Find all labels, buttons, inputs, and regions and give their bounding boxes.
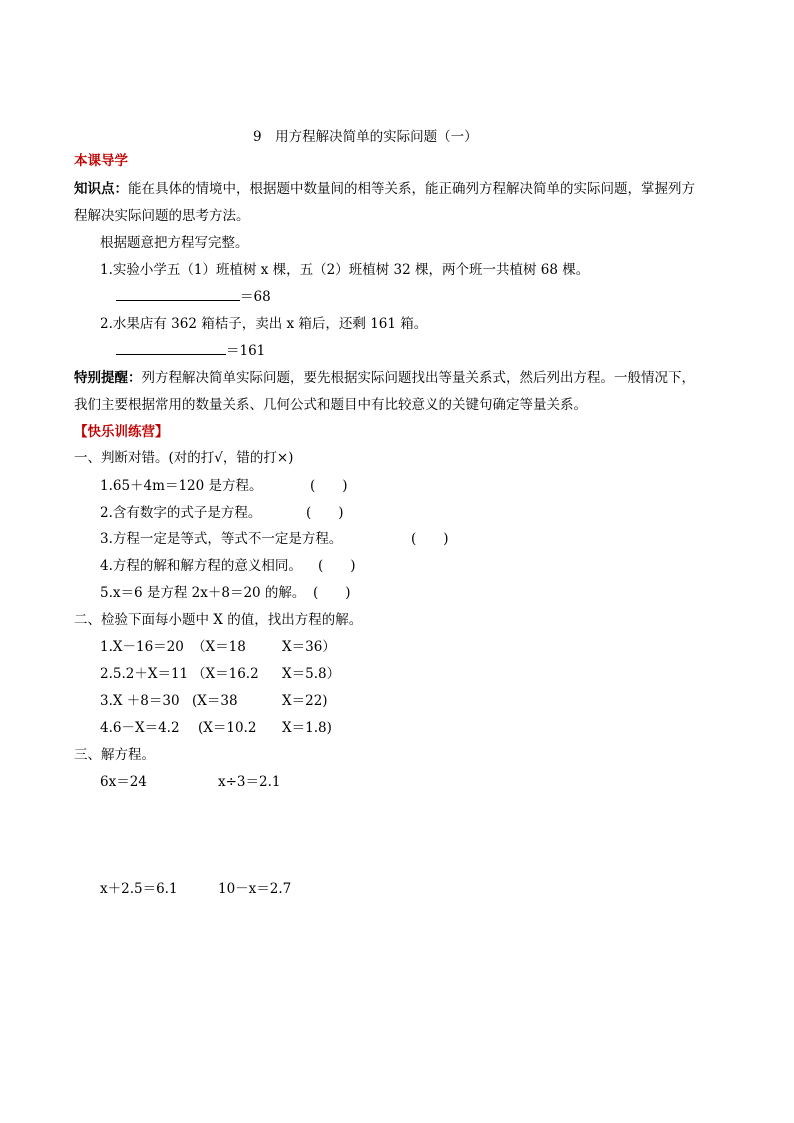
solve-eq-3: x＋2.5＝6.1 (100, 881, 178, 897)
check-opt-1b: X＝36） (282, 639, 336, 655)
guide-answer-2 (116, 342, 265, 360)
tip-text-2: 我们主要根据常用的数量关系、几何公式和题目中有比较意义的关键句确定等量关系。 (74, 397, 587, 413)
guide-heading: 本课导学 (74, 153, 128, 169)
check-opt-3b: X＝22) (282, 693, 328, 709)
guide-intro: 根据题意把方程写完整。 (100, 235, 249, 251)
check-opt-4b: X＝1.8) (282, 720, 332, 736)
practice-heading: 【快乐训练营】 (74, 424, 169, 440)
judge-item-2: 2.含有数字的式子是方程。 (100, 505, 262, 521)
solve-eq-2: x÷3＝2.1 (218, 774, 281, 790)
check-eq-3: 3.X ＋8＝30 (100, 693, 180, 709)
tip-text-1: 列方程解决简单实际问题，要先根据实际问题找出等量关系式，然后列出方程。一般情况下， (141, 370, 695, 386)
special-tip (74, 369, 695, 387)
judge-bracket-1[interactable]: ( ) (310, 478, 348, 494)
knowledge-point (74, 180, 695, 198)
answer-blank-2[interactable] (116, 342, 226, 355)
page-title: 9 用方程解决简单的实际问题（一） (253, 129, 478, 145)
judge-bracket-3[interactable]: ( ) (411, 531, 449, 547)
knowledge-label: 知识点： (74, 181, 128, 197)
check-opt-3a: (X＝38 (192, 693, 238, 709)
check-eq-4: 4.6－X＝4.2 (100, 720, 180, 736)
judge-item-3: 3.方程一定是等式，等式不一定是方程。 (100, 531, 343, 547)
guide-question-2: 2.水果店有 362 箱桔子，卖出 x 箱后，还剩 161 箱。 (100, 316, 428, 332)
answer-blank-1[interactable] (116, 288, 240, 301)
guide-answer-1 (116, 288, 271, 306)
judge-item-5: 5.x＝6 是方程 2x＋8＝20 的解。 (100, 585, 306, 601)
check-eq-1: 1.X－16＝20 (100, 639, 184, 655)
part3-title: 三、解方程。 (74, 747, 155, 763)
judge-bracket-4[interactable]: ( ) (318, 558, 356, 574)
answer-1-rhs: ＝68 (240, 289, 271, 305)
knowledge-text-2: 程解决实际问题的思考方法。 (74, 208, 250, 224)
tip-label: 特别提醒： (74, 370, 142, 386)
judge-item-4: 4.方程的解和解方程的意义相同。 (100, 558, 302, 574)
part2-title: 二、检验下面每小题中 X 的值，找出方程的解。 (74, 612, 363, 628)
judge-bracket-2[interactable]: ( ) (306, 505, 344, 521)
check-opt-1a: （X＝18 (192, 639, 246, 655)
answer-2-rhs: ＝161 (226, 343, 266, 359)
judge-item-1: 1.65＋4m＝120 是方程。 (100, 478, 263, 494)
check-opt-2a: （X＝16.2 (192, 666, 259, 682)
knowledge-text-1: 能在具体的情境中，根据题中数量间的相等关系，能正确列方程解决简单的实际问题，掌握列方 (128, 181, 695, 197)
check-opt-4a: (X＝10.2 (198, 720, 257, 736)
part1-title: 一、判断对错。(对的打√，错的打×) (74, 450, 294, 466)
check-eq-2: 2.5.2＋X＝11 (100, 666, 189, 682)
guide-question-1: 1.实验小学五（1）班植树 x 棵，五（2）班植树 32 棵，两个班一共植树 68 棵。 (100, 262, 590, 278)
solve-eq-4: 10－x＝2.7 (218, 881, 292, 897)
solve-eq-1: 6x＝24 (100, 774, 147, 790)
judge-bracket-5[interactable]: ( ) (313, 585, 351, 601)
check-opt-2b: X＝5.8） (282, 666, 341, 682)
